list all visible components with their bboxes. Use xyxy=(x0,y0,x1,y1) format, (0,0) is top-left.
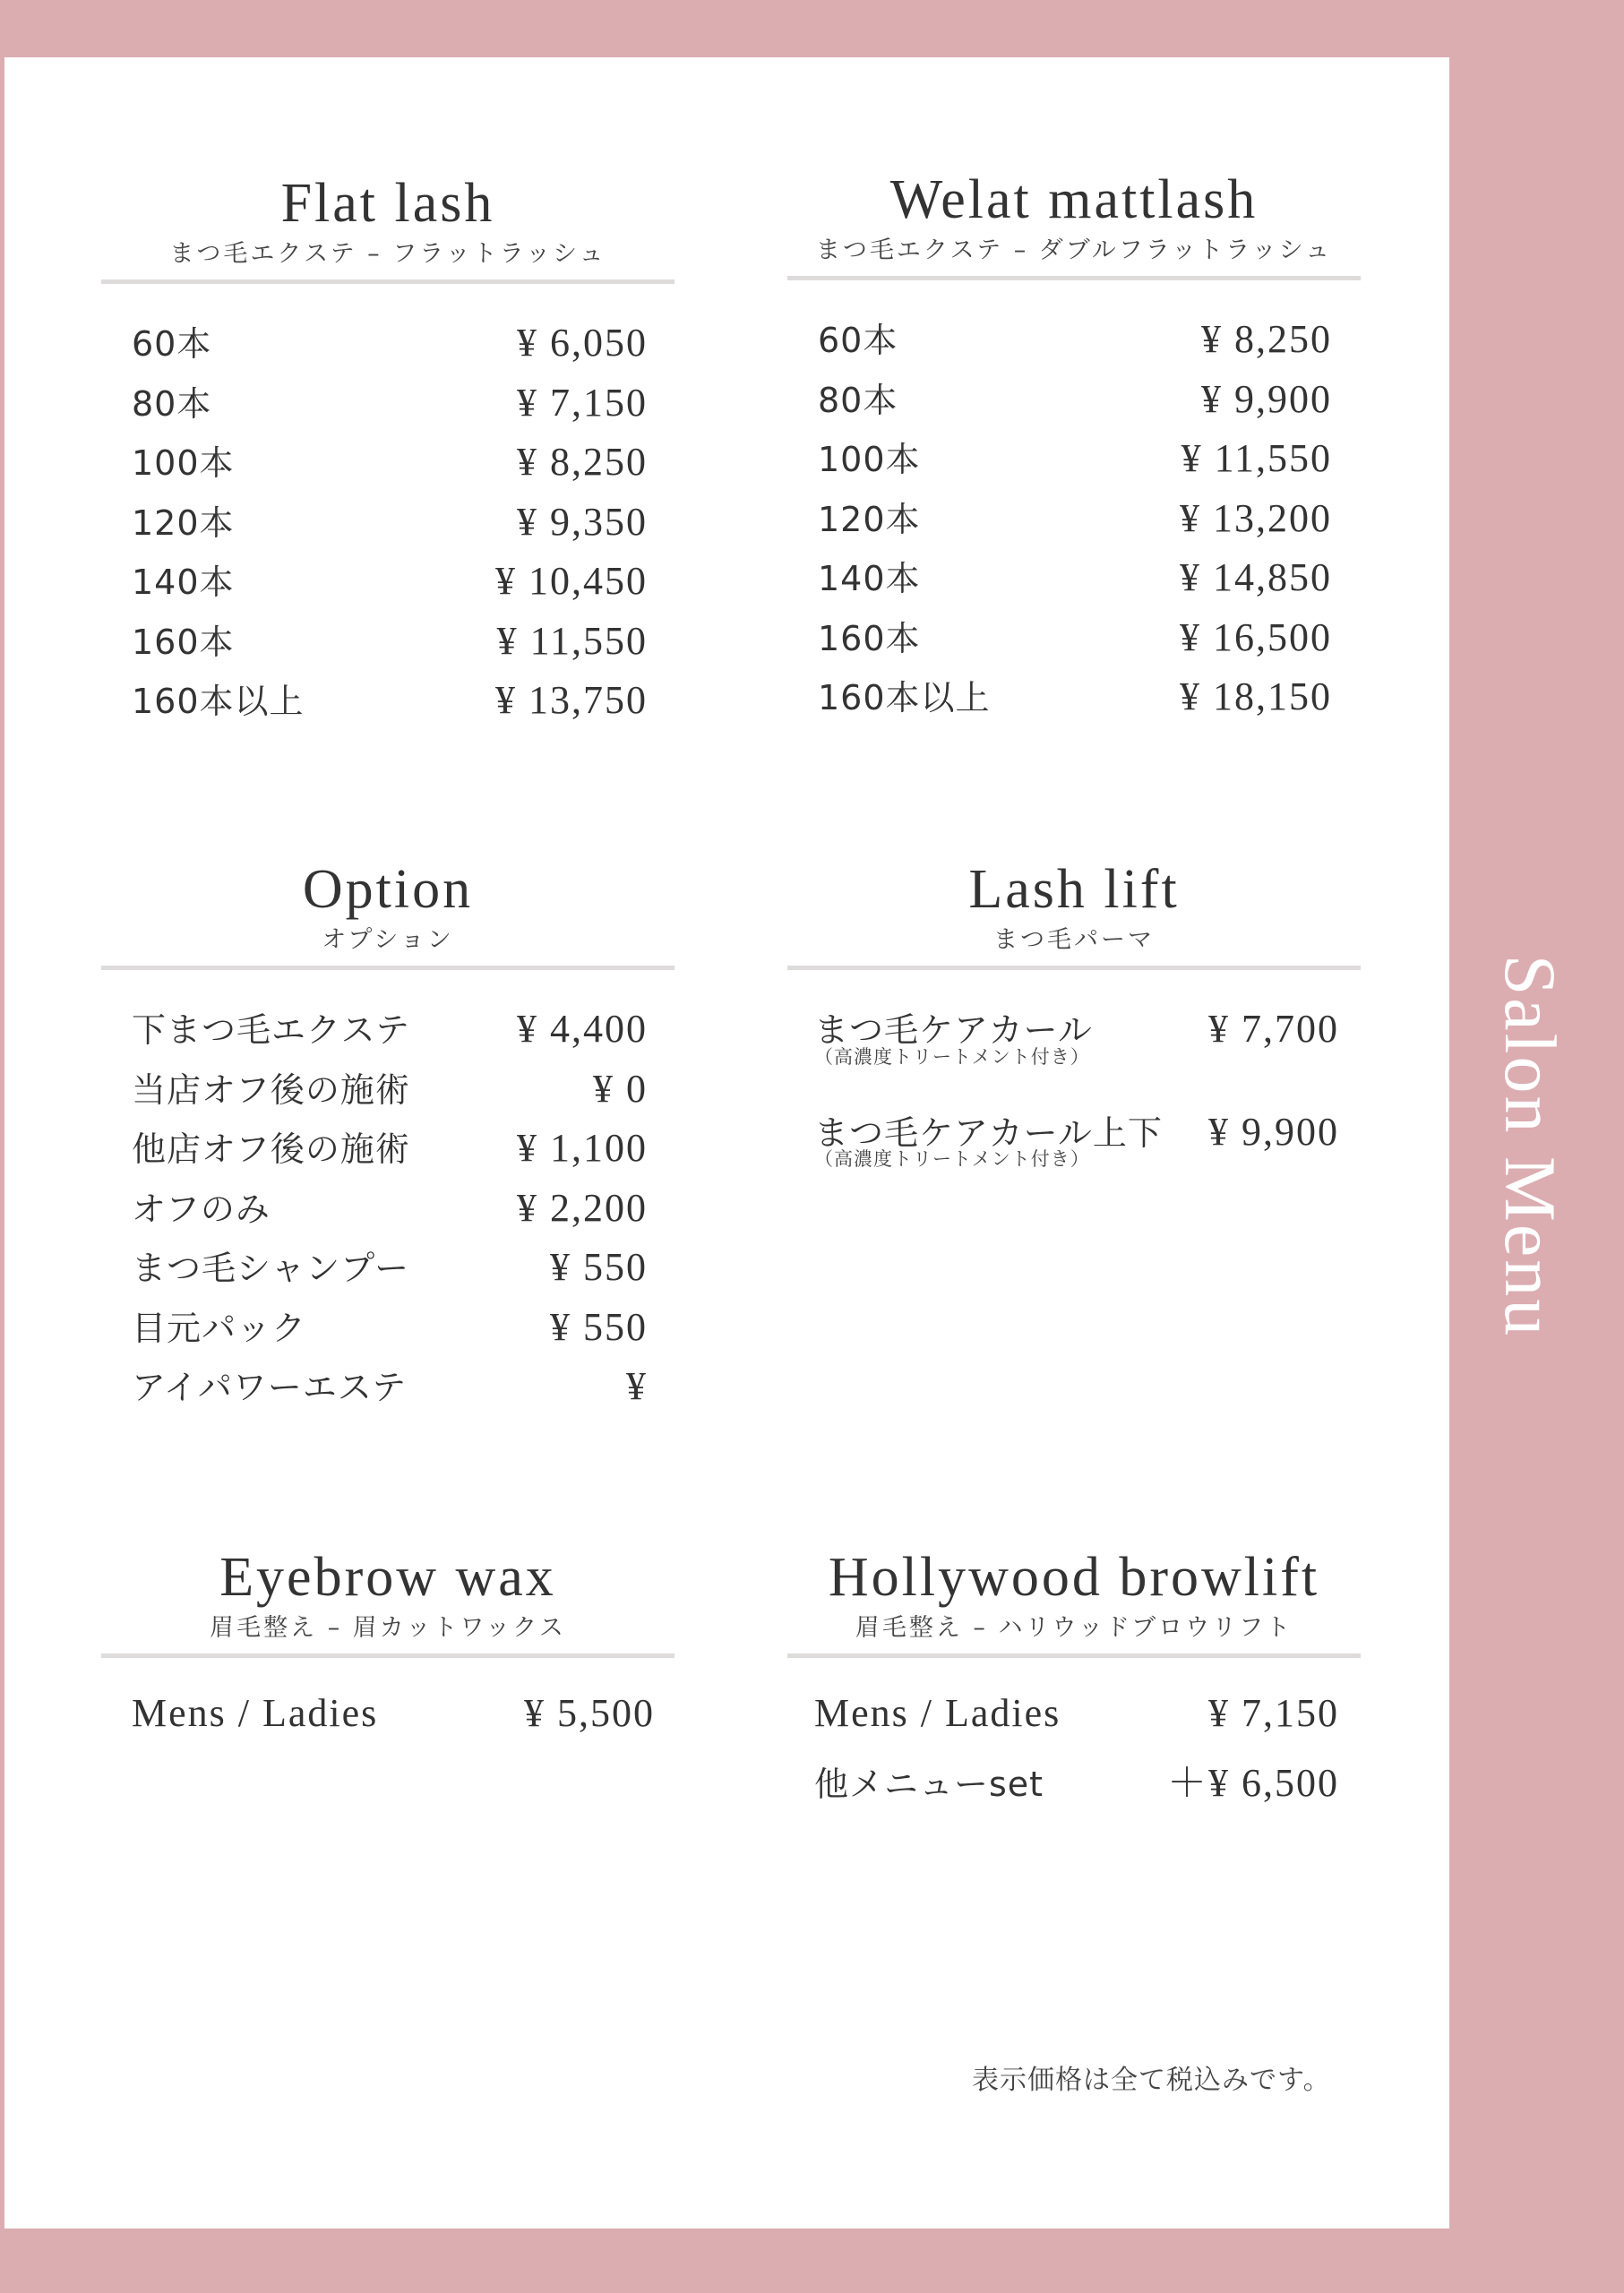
item-price: ¥ 9,350 xyxy=(517,499,648,544)
item-price: ¥ 5,500 xyxy=(524,1691,655,1735)
menu-item xyxy=(132,1360,648,1420)
item-label: 100本 xyxy=(132,443,235,483)
menu-item xyxy=(132,1241,648,1301)
item-price: ¥ 14,850 xyxy=(1180,555,1332,599)
side-title-text: Salon Menu xyxy=(1490,954,1571,1339)
menu-item xyxy=(132,1121,648,1181)
menu-item xyxy=(818,670,1332,730)
item-price: ¥ 550 xyxy=(550,1245,648,1289)
divider xyxy=(101,279,675,284)
item-price: ¥ 1,100 xyxy=(517,1126,648,1170)
menu-item xyxy=(132,1062,648,1122)
item-price: ¥ xyxy=(626,1364,648,1408)
menu-item xyxy=(818,611,1332,671)
item-label: 160本 xyxy=(132,622,235,662)
item-price: ¥ 550 xyxy=(550,1304,648,1349)
item-price: ¥ 7,150 xyxy=(1208,1691,1339,1735)
menu-item xyxy=(132,1002,648,1062)
item-label: 140本 xyxy=(818,559,921,598)
menu-item xyxy=(818,432,1332,492)
menu-item xyxy=(814,1750,1339,1810)
item-price: ¥ 2,200 xyxy=(517,1185,648,1230)
item-price: ¥ 0 xyxy=(593,1066,648,1111)
section-title: Eyebrow wax xyxy=(219,1547,556,1608)
item-price: ¥ 13,200 xyxy=(1180,495,1332,540)
section-lash-lift xyxy=(787,858,1361,1207)
item-price: ¥ 8,250 xyxy=(1201,317,1332,361)
item-label: 80本 xyxy=(132,383,212,424)
item-label: 60本 xyxy=(132,324,212,364)
section-title: Flat lash xyxy=(280,173,495,234)
item-price: ¥ 11,550 xyxy=(496,618,648,663)
divider xyxy=(101,1653,675,1658)
item-price: ¥ 7,700 xyxy=(1208,1007,1339,1051)
item-label: 120本 xyxy=(818,499,921,539)
section-subtitle: オプション xyxy=(322,926,454,954)
section-hollywood-browlift xyxy=(787,1546,1361,1809)
divider xyxy=(787,276,1361,280)
item-price: ¥ 18,150 xyxy=(1180,674,1332,718)
item-label: 他店オフ後の施術 xyxy=(132,1129,410,1169)
section-title: Hollywood browlift xyxy=(828,1547,1320,1608)
divider xyxy=(787,1653,1361,1658)
item-price: ¥ 4,400 xyxy=(517,1007,648,1051)
item-label: まつ毛ケアカール xyxy=(814,1010,1093,1050)
menu-item xyxy=(818,373,1332,433)
item-label: Mens / Ladies xyxy=(132,1691,379,1735)
section-eyebrow-wax xyxy=(101,1546,675,1750)
menu-item xyxy=(132,495,648,555)
item-label: 120本 xyxy=(132,502,235,543)
menu-item xyxy=(132,376,648,436)
item-label: 160本 xyxy=(818,618,921,658)
item-label: まつ毛シャンプー xyxy=(132,1249,410,1288)
menu-item xyxy=(814,1690,1339,1750)
section-flat-lash xyxy=(101,172,675,734)
item-note: （高濃度トリートメント付き） xyxy=(814,1148,1090,1170)
item-label: 目元パック xyxy=(132,1308,307,1348)
item-label: 160本以上 xyxy=(132,682,305,721)
item-label: まつ毛ケアカール上下 xyxy=(814,1112,1163,1153)
side-title xyxy=(1467,954,1593,1339)
section-title: Welat mattlash xyxy=(889,169,1259,230)
item-price: ¥ 6,050 xyxy=(517,321,648,365)
section-subtitle: まつ毛エクステ – ダブルフラットラッシュ xyxy=(815,236,1333,264)
menu-item xyxy=(132,316,648,376)
menu-item xyxy=(132,1690,655,1750)
item-label: 160本以上 xyxy=(818,678,991,717)
item-price: ¥ 13,750 xyxy=(495,678,648,722)
section-title: Lash lift xyxy=(968,859,1180,920)
item-price: ¥ 7,150 xyxy=(517,380,648,425)
section-welat-mattlash xyxy=(787,168,1361,730)
menu-item xyxy=(818,313,1332,373)
menu-item xyxy=(132,674,648,734)
menu-item xyxy=(132,614,648,674)
section-subtitle: 眉毛整え – ハリウッドブロウリフト xyxy=(855,1614,1293,1642)
item-label: オフのみ xyxy=(132,1189,271,1229)
section-option xyxy=(101,858,675,1420)
item-price: ¥ 11,550 xyxy=(1181,436,1332,480)
item-price: ¥ 8,250 xyxy=(517,440,648,484)
menu-item xyxy=(132,1301,648,1361)
menu-item xyxy=(132,1181,648,1241)
item-label: 60本 xyxy=(818,321,898,360)
item-price: ¥ 9,900 xyxy=(1201,376,1332,421)
divider xyxy=(101,966,675,970)
section-subtitle: 眉毛整え – 眉カットワックス xyxy=(210,1614,566,1642)
item-price: ¥ 9,900 xyxy=(1208,1109,1339,1154)
section-subtitle: まつ毛パーマ xyxy=(993,926,1155,954)
tax-note: 表示価格は全て税込みです。 xyxy=(972,2065,1331,2096)
item-price: ¥ 10,450 xyxy=(495,559,648,603)
menu-item xyxy=(818,492,1332,552)
item-price: ¥ 16,500 xyxy=(1180,614,1332,659)
item-label: アイパワーエステ xyxy=(132,1368,408,1407)
item-note: （高濃度トリートメント付き） xyxy=(814,1045,1090,1068)
item-label: 80本 xyxy=(818,380,898,420)
section-title: Option xyxy=(302,859,474,920)
item-price: ＋¥ 6,500 xyxy=(1167,1760,1339,1805)
item-label: 100本 xyxy=(818,440,921,479)
menu-item xyxy=(818,551,1332,611)
section-subtitle: まつ毛エクステ – フラットラッシュ xyxy=(169,240,606,268)
item-label: 当店オフ後の施術 xyxy=(132,1069,410,1110)
item-label: 他メニューset xyxy=(814,1764,1044,1804)
item-label: 下まつ毛エクステ xyxy=(132,1010,410,1050)
item-label: Mens / Ladies xyxy=(814,1691,1061,1735)
divider xyxy=(787,966,1361,970)
menu-item xyxy=(132,435,648,495)
menu-item xyxy=(132,554,648,614)
item-label: 140本 xyxy=(132,563,235,602)
